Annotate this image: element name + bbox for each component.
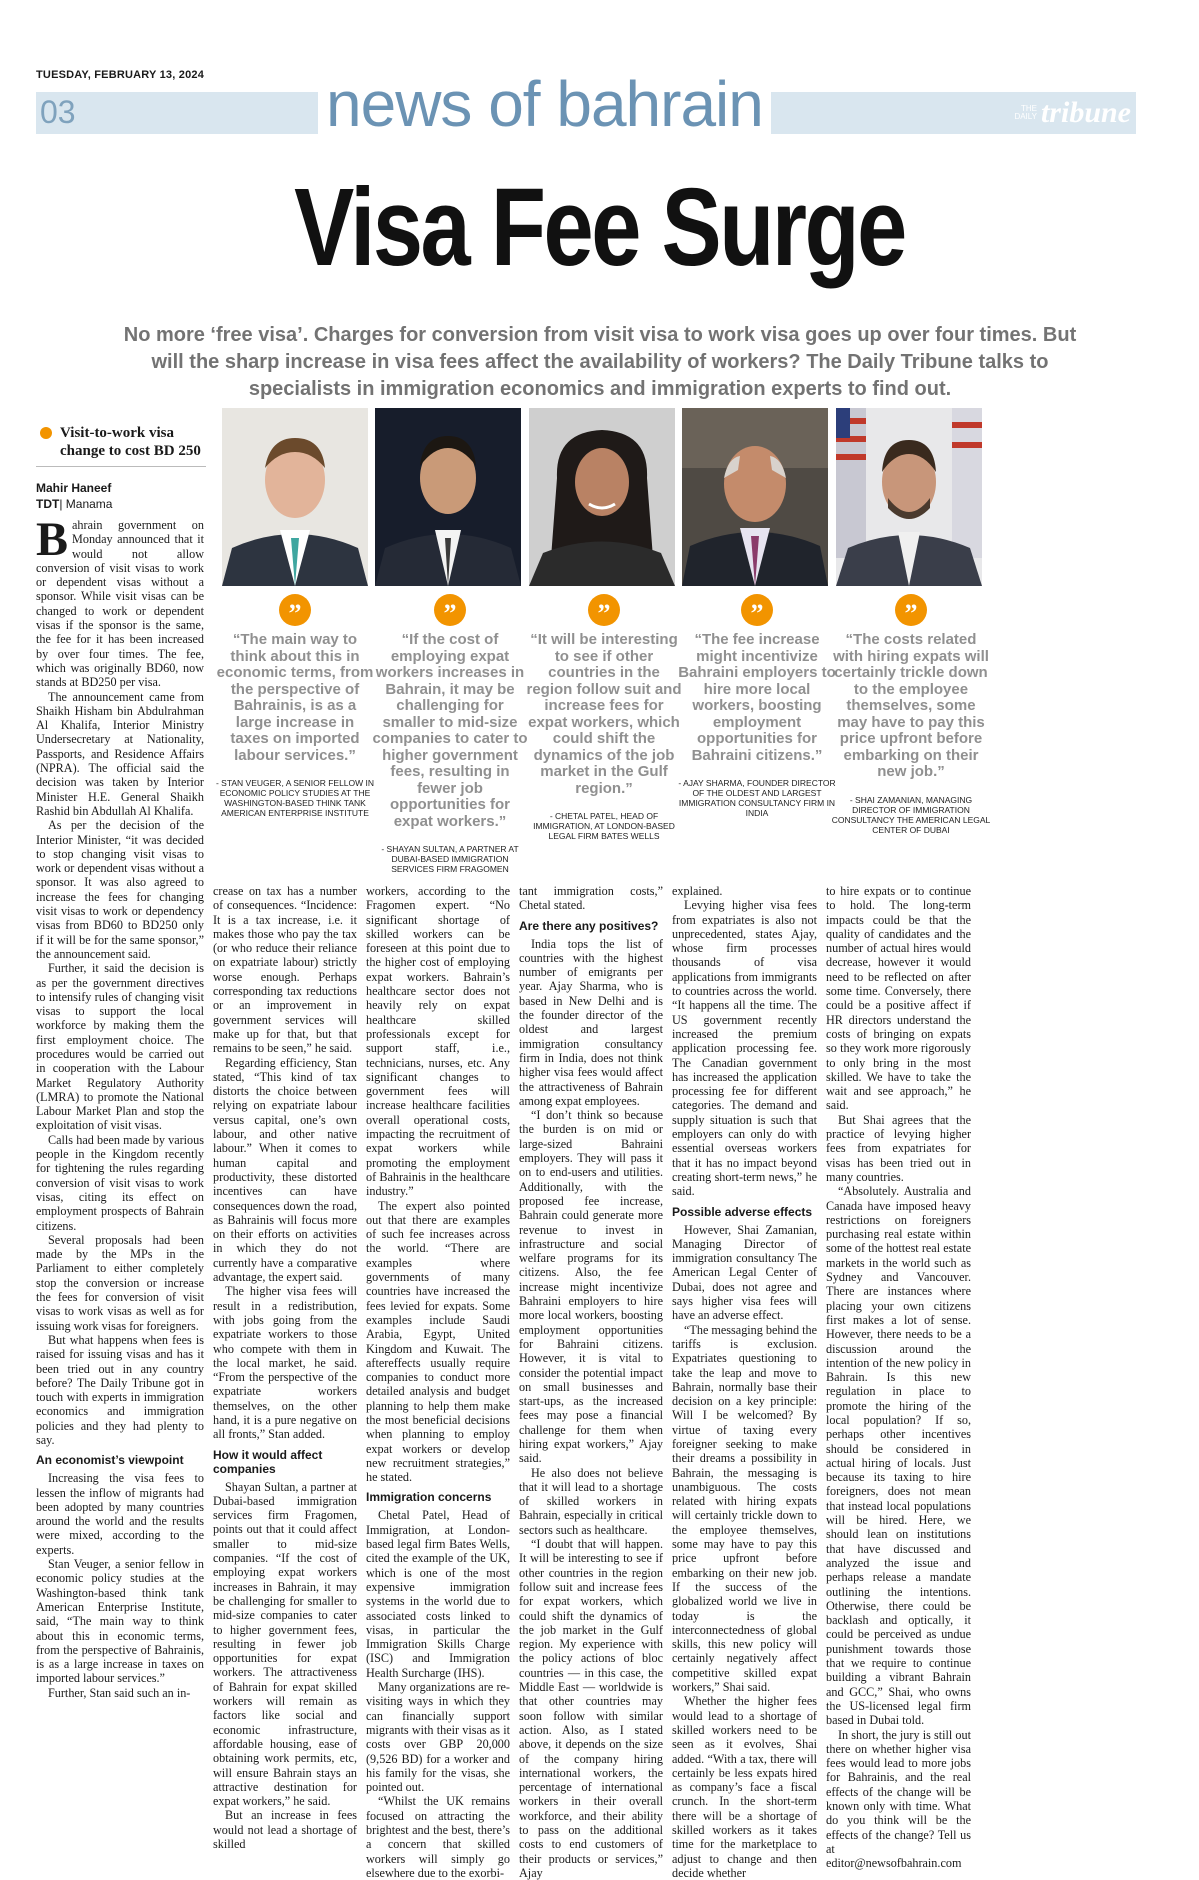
paragraph: Shayan Sultan, a partner at Dubai-based immigration services firm Fragomen, points out that it could affect smaller to mid-size companies. “If the cost of employing expat workers increases in Bahrain, it may be challenging for smaller to mid-size companies to cater to higher government fees, resulting in fewer job opportunities for expat workers. The attractiveness of Bahrain for expat skilled workers will remain as factors like social and economic infrastructure, affordable housing, ease of obtaining work permits, etc, will ensure Bahrain stays an attractive destination for expat workers,” he said. bbox=[213, 1479, 357, 1809]
byline-author: Mahir Haneef bbox=[36, 481, 112, 495]
article-column-5 bbox=[672, 884, 817, 1880]
paragraph-text: ahrain government on Monday announced that it would not allow conversion of visit visas to work or dependent visas without a sponsor. While visit visas can be changed to work or dependent visas if the sponsor is the same, the fee for it has been increased by over four times. The fee, which was originally BD60, now stands at BD250 per visa. bbox=[36, 518, 204, 690]
paragraph: “The messaging behind the tariffs is exclusion. Expatriates questioning to take the leap and move to Bahrain, normally base their decision on a key principle: Will I be welcomed? By virtue of taxing every foreigner seeking to make their dreams a possibility in Bahrain, the messaging is unambiguous. The costs related with hiring expats will certainly trickle down to the employee themselves, some may have to pay this price upfront before embarking on their new job. If the success of the globalized world we live in today is the interconnectedness of global skills, this new policy will certainly negatively affect competitive skilled expat workers,” Shai said. bbox=[672, 1322, 818, 1695]
paragraph: The higher visa fees will result in a redistribution, with jobs going from the expatriate workers to those who compete with them in the local market, he said. “From the perspective of the expatriate workers themselves, on the other hand, it is a pure negative on all fronts,” Stan added. bbox=[213, 1284, 357, 1442]
paragraph: India tops the list of countries with the highest number of emigrants per year. Ajay Sharma, who is based in New Delhi and is the founder director of the oldest and largest immigration consultancy firm in India, does not think higher visa fees would affect the attractiveness of Bahrain among expat employees. bbox=[519, 936, 663, 1108]
quote-text: “The main way to think about this in economic terms, from the perspective of Bahrainis, is as a large increase in taxes on imported labour services.” bbox=[216, 631, 374, 764]
paragraph: The expert also pointed out that there are examples of such fee increases across the world. “There are examples where governments of many countries have increased the fees levied for expats. Some examples include Saudi Arabia, Egypt, United Kingdom and Kuwait. The aftereffects usually require companies to conduct more detailed analysis and budget planning to help them make the most beneficial decisions when planning to employ expat workers or develop new recruitment strategies,” he stated. bbox=[366, 1198, 510, 1485]
paragraph: As per the decision of the Interior Minister, “it was decided to stop changing visit visas to work or dependent visas without a sponsor. It was also agreed to increase the fees for changing visit visas to work or dependency visas from BD60 to BD250 only if it will be for the same sponsor,” the announcement said. bbox=[36, 818, 204, 961]
paragraph: Increasing the visa fees to lessen the inflow of migrants had been adopted by many countries around the world and the results were mixed, according to the experts. bbox=[36, 1471, 204, 1557]
issue-date: TUESDAY, FEBRUARY 13, 2024 bbox=[36, 69, 205, 81]
article-column-6 bbox=[826, 884, 971, 1870]
paragraph: Chetal Patel, Head of Immigration, at London-based legal firm Bates Wells, cited the example of the UK, which is one of the most expensive immigration systems in the world due to associated costs linked to visas, in particular the Immigration Skills Charge (ISC) and Immigration Health Surcharge (IHS). bbox=[366, 1508, 510, 1680]
quote-attribution: - AJAY SHARMA, FOUNDER DIRECTOR OF THE OLDEST AND LARGEST IMMIGRATION CONSULTANCY FIRM IN INDIA bbox=[678, 778, 836, 818]
paragraph bbox=[36, 513, 204, 690]
paragraph: “I don’t think so because the burden is on mid or large-sized Bahraini employers. They will pass it on to end-users and utilities. Additionally, with the proposed fee increase, Bahrain could generate more revenue to invest in infrastructure and social welfare programs for its citizens. Also, the fee increase might incentivize Bahraini employers to hire more local workers, boosting employment opportunities for Bahraini citizens. However, it is vital to consider the potential impact on small businesses and start-ups, as the increased fees may pose a financial challenge for them when hiring expat workers,” Ajay said. bbox=[519, 1108, 663, 1466]
headline: Visa Fee Surge bbox=[294, 166, 905, 289]
quote-mark-icon: ” bbox=[279, 594, 311, 626]
article-column-1 bbox=[36, 513, 204, 1700]
quote-mark-icon: ” bbox=[895, 594, 927, 626]
subheading: Immigration concerns bbox=[366, 1490, 492, 1505]
paragraph: But what happens when fees is raised for issuing visas and has it been tried out in any country before? The Daily Tribune got in touch with experts in immigration economics and immigration policies and they had plenty to say. bbox=[36, 1332, 204, 1447]
kicker-divider bbox=[36, 466, 206, 467]
portrait-stan-veuger bbox=[222, 408, 368, 586]
logo-small-line-2: DAILY bbox=[1014, 112, 1037, 121]
subheading: Are there any positives? bbox=[519, 918, 659, 933]
paragraph: tant immigration costs,” Chetal stated. bbox=[519, 884, 663, 913]
quote-text: “If the cost of employing expat workers increases in Bahrain, it may be challenging for smaller to mid-size companies to cater to higher government fees, resulting in fewer job opportunities for expat workers.” bbox=[372, 631, 528, 830]
quote-text: “The fee increase might incentivize Bahraini employers to hire more local workers, boosting employment opportunities for Bahraini citizens.” bbox=[678, 631, 836, 764]
quote-attribution: - CHETAL PATEL, HEAD OF IMMIGRATION, AT LONDON-BASED LEGAL FIRM BATES WELLS bbox=[533, 811, 675, 841]
portrait-chetal-patel bbox=[529, 408, 675, 586]
paragraph: workers, according to the Fragomen expert. “No significant shortage of skilled workers can be foreseen at this point due to the higher cost of employing expat workers. Bahrain’s healthcare sector does not heavily rely on expat healthcare skilled professionals except for support staff, i.e., technicians, nurses, etc. Any significant changes to government fees will increase healthcare facilities overall operational costs, impacting the recruitment of expat workers while promoting the employment of Bahrainis in the healthcare industry.” bbox=[366, 884, 510, 1199]
paragraph: Further, it said the decision is as per the government directives to intensify rules of changing visit visas to support the local workforce by making them the first employment choice. The procedures would be carried out in cooperation with the Labour Market Regulatory Authority (LMRA) to promote the National Labour Market Plan and stop the exploitation of visit visas. bbox=[36, 961, 204, 1133]
paragraph: But Shai agrees that the practice of levying higher fees from expatriates for visas has been tried out in many countries. bbox=[826, 1112, 971, 1184]
subheading: Possible adverse effects bbox=[672, 1204, 813, 1219]
pull-quote bbox=[215, 594, 375, 818]
kicker-text: Visit-to-work visa change to cost BD 250 bbox=[60, 425, 201, 459]
pull-quote bbox=[370, 594, 530, 874]
person-portrait-icon bbox=[375, 408, 521, 586]
drop-cap: B bbox=[36, 513, 69, 566]
paragraph: Levying higher visa fees from expatriates is also not unprecedented, states Ajay, whose firm processes thousands of visa applications from immigrants to countries across the world. “It happens all the time. The US government recently increased the premium application processing fee. The Canadian government has increased the application processing fee for different categories. The demand and supply situation is such that employers can only do with essential overseas workers that it has no impact beyond creating short-term news,” he said. bbox=[672, 898, 817, 1199]
paragraph: He also does not believe that it will lead to a shortage of skilled workers in Bahrain, especially in critical sectors such as healthcare. bbox=[519, 1465, 663, 1537]
paragraph: Many organizations are re-visiting ways in which they can financially support migrants with their visas as it costs over GBP 20,000 (9,526 BD) for a worker and his family for the visas, she pointed out. bbox=[366, 1680, 510, 1795]
paragraph: Further, Stan said such an in- bbox=[48, 1685, 191, 1700]
section-title: news of bahrain bbox=[318, 72, 771, 136]
paragraph: to hire expats or to continue to hold. The long-term impacts could be that the quality of candidates and the number of actual hires would decrease, however it would need to be reflected on after some time. Conversely, there could be a positive affect if HR directors understand the costs of bringing on expats so they work more rigorously to only bring in the most skilled. We have to take the wait and see approach,” he said. bbox=[826, 884, 971, 1113]
kicker bbox=[36, 424, 206, 460]
paragraph: Stan Veuger, a senior fellow in economic policy studies at the Washington-based think tank American Enterprise Institute, said, “The main way to think about this in economic terms, from the perspective of Bahrainis, is as a large increase in taxes on imported labour services.” bbox=[36, 1557, 204, 1686]
byline bbox=[36, 480, 112, 512]
paragraph: The announcement came from Shaikh Hisham bin Abdulrahman Al Khalifa, Interior Ministry Undersecretary at Nationality, Passports, and Residence Affairs (NPRA). The official said the decision was taken by Interior Minister H.E. General Shaikh Rashid bin Abdullah Al Khalifa. bbox=[36, 689, 204, 818]
pull-quote bbox=[831, 594, 991, 835]
pull-quote bbox=[524, 594, 684, 841]
paragraph: Regarding efficiency, Stan stated, “This kind of tax distorts the choice between relying on expatriate labour versus capital, one’s own labour, and other native labour.” When it comes to human capital and productivity, these distorted incentives can have consequences down the road, as Bahrainis will focus more on their efforts on activities in which they do not currently have a comparative advantage, the expert said. bbox=[213, 1055, 357, 1285]
person-portrait-icon bbox=[836, 408, 982, 586]
portrait-shayan-sultan bbox=[375, 408, 521, 586]
quote-attribution: - STAN VEUGER, A SENIOR FELLOW IN ECONOMIC POLICY STUDIES AT THE WASHINGTON-BASED THINK TANK AMERICAN ENTERPRISE INSTITUTE bbox=[215, 778, 375, 818]
newspaper-logo bbox=[1014, 96, 1131, 130]
byline-org: TDT bbox=[36, 497, 60, 511]
portrait-shai-zamanian bbox=[836, 408, 982, 586]
paragraph: “Absolutely. Australia and Canada have imposed heavy restrictions on foreigners purchasing real estate within some of the hottest real estate markets in the world such as Sydney and Vancouver. There are instances where placing your own citizens first makes a lot of sense. However, there needs to be a discussion around the intention of the new policy in Bahrain. Is this new regulation in place to promote the hiring of the local population? If so, perhaps other incentives should be considered in actual hiring of locals. Just because its taxing to hire foreigners, does not mean that instead local populations will be hired. Here, we should lean on institutions that have discussed and analyzed the issue and perhaps release a mandate outlining the intentions. Otherwise, there could be backlash and optically, it could be perceived as undue punishment towards those that we require to continue building a vibrant Bahrain and GCC,” Shai, who owns the US-licensed legal firm based in Dubai told. bbox=[826, 1184, 971, 1728]
paragraph: However, Shai Zamanian, Managing Director of immigration consultancy The American Legal Center of Dubai, does not agree and says higher visa fees will have an adverse effect. bbox=[672, 1222, 817, 1323]
paragraph: But an increase in fees would not lead a shortage of skilled bbox=[213, 1808, 357, 1851]
standfirst: No more ‘free visa’. Charges for conversion from visit visa to work visa goes up over four times. But will the sharp increase in visa fees affect the availability of workers? The Daily Tribune talks to specialists in immigration economics and immigration experts to find out. bbox=[123, 324, 1077, 400]
byline-location: | Manama bbox=[59, 497, 113, 511]
person-portrait-icon bbox=[222, 408, 368, 586]
pull-quote bbox=[677, 594, 837, 818]
article-column-4 bbox=[519, 884, 663, 1880]
paragraph: explained. bbox=[672, 884, 723, 898]
article-column-3 bbox=[366, 884, 510, 1880]
paragraph: Several proposals had been made by the MPs in the Parliament to either completely stop the conversion or increase the fees for conversion of visit visas to work visas as well as for issuing work visas for foreigners. bbox=[36, 1232, 204, 1333]
paragraph: “I doubt that will happen. It will be interesting to see if other countries in the region follow suit and increase fees for expat workers, which could shift the dynamics of the job market in the Gulf region. My experience with the policy actions of bloc countries — in this case, the Middle East — worldwide is that other countries may soon follow with similar action. Also, as I stated above, it depends on the size of the company hiring international workers, the percentage of international workers in their overall workforce, and their ability to pass on the additional costs to end customers of their products or services,” Ajay bbox=[519, 1537, 663, 1880]
quote-mark-icon: ” bbox=[434, 594, 466, 626]
paragraph: crease on tax has a number of consequences. “Incidence: It is a tax increase, i.e. it makes those who pay the tax (or who reduce their reliance on expatriate labour) strictly worse enough. Perhaps corresponding tax reductions or an improvement in government services will make up for that, but that remains to be seen,” he said. bbox=[213, 884, 357, 1056]
paragraph: Whether the higher fees would lead to a shortage of skilled workers need to be seen as it evolves, Shai added. “With a tax, there will certainly be less expats hired as company’s face a fiscal crunch. In the short-term there will be a shortage of skilled workers as it takes time for the marketplace to adjust to change and then decide whether bbox=[672, 1694, 817, 1880]
paragraph: Calls had been made by various people in the Kingdom recently for tightening the rules regarding conversion of visit visas to work visas, citing its effect on employment prospects of Bahrain citizens. bbox=[36, 1132, 204, 1233]
person-portrait-icon bbox=[529, 408, 675, 586]
quote-text: “The costs related with hiring expats will certainly trickle down to the employee themselves, some may have to pay this price upfront before embarking on their new job.” bbox=[833, 631, 989, 780]
paragraph: In short, the jury is still out there on whether higher visa fees would lead to more jobs for Bahrainis, and the real effects of the change will be known only with time. What do you think will be the effects of the change? Tell us at editor@newsofbahrain.com bbox=[826, 1727, 971, 1871]
quote-text: “It will be interesting to see if other countries in the region follow suit and increase fees for expat workers, which could shift the dynamics of the job market in the Gulf region.” bbox=[526, 631, 682, 797]
portrait-ajay-sharma bbox=[682, 408, 828, 586]
subheading: An economist’s viewpoint bbox=[36, 1453, 184, 1468]
bullet-dot-icon bbox=[40, 427, 52, 439]
quote-attribution: - SHAI ZAMANIAN, MANAGING DIRECTOR OF IMMIGRATION CONSULTANCY THE AMERICAN LEGAL CENTER OF DUBAI bbox=[831, 794, 991, 835]
person-portrait-icon bbox=[682, 408, 828, 586]
paragraph: “Whilst the UK remains focused on attracting the brightest and the best, there’s a concern that skilled workers will simply go elsewhere due to the exorbi- bbox=[366, 1794, 510, 1880]
quote-mark-icon: ” bbox=[588, 594, 620, 626]
quote-mark-icon: ” bbox=[741, 594, 773, 626]
article-column-2 bbox=[213, 884, 357, 1851]
page-number: 03 bbox=[40, 94, 76, 130]
logo-wordmark: tribune bbox=[1040, 96, 1131, 129]
logo-small-line-1: THE bbox=[1020, 104, 1037, 113]
quote-attribution: - SHAYAN SULTAN, A PARTNER AT DUBAI-BASED IMMIGRATION SERVICES FIRM FRAGOMEN bbox=[381, 844, 519, 874]
subheading: How it would affect companies bbox=[213, 1447, 323, 1476]
